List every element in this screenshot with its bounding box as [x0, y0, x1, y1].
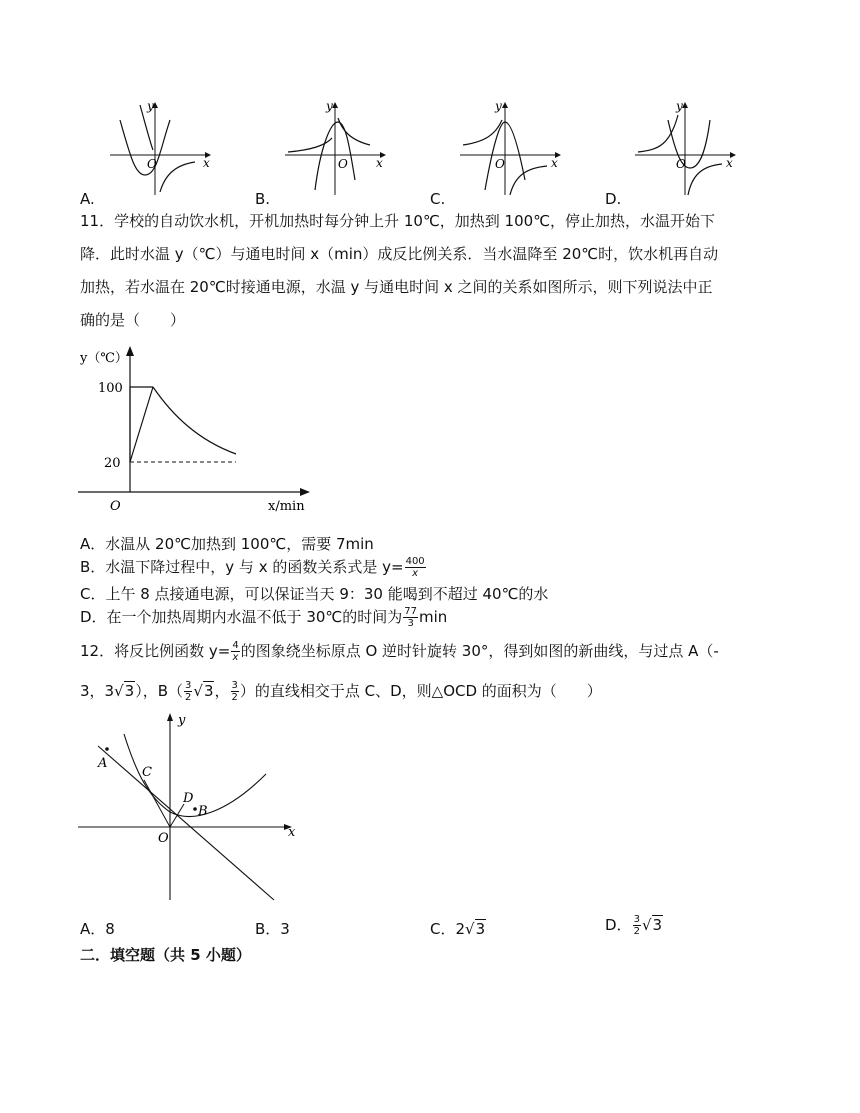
- q11-text-3: 加热，若水温在 20℃时接通电源，水温 y 与通电时间 x 之间的关系如图所示，则下列说法中正: [80, 278, 713, 296]
- q11-tick-100: 100: [98, 381, 123, 396]
- svg-text:y: y: [495, 100, 502, 113]
- svg-text:O: O: [338, 157, 348, 171]
- q12-point-c: C: [142, 765, 152, 780]
- q11-xlabel: x/min: [268, 499, 305, 514]
- q12-option-b[interactable]: B．3: [255, 920, 290, 938]
- svg-text:x: x: [376, 156, 383, 170]
- q10-option-d[interactable]: D.: [605, 190, 622, 208]
- q10-option-a[interactable]: A.: [80, 190, 95, 208]
- q11-option-a[interactable]: A．水温从 20℃加热到 100℃，需要 7min: [80, 535, 374, 553]
- q10-option-c[interactable]: C.: [430, 190, 446, 208]
- svg-text:x: x: [203, 156, 210, 170]
- svg-text:x: x: [551, 156, 558, 170]
- q12-text-2: 3，3√3），B（ $\frac{3}{2}$ √3， $\frac{3}{2}$ ）的直线相交于点 C、D，则△OCD 的面积为（ ）: [80, 680, 602, 703]
- q11-option-d[interactable]: D．在一个加热周期内水温不低于 30℃的时间为 $\frac{77}{3}$ min: [80, 606, 448, 629]
- q12-point-d: D: [183, 791, 194, 806]
- svg-text:y: y: [178, 713, 186, 728]
- q12-text-1: 12．将反比例函数 y= $\frac{4}{x}$ 的图象绕坐标原点 O 逆时针旋转 30°，得到如图的新曲线，与过点 A（-: [80, 640, 719, 663]
- svg-text:O: O: [110, 499, 121, 514]
- svg-text:x: x: [288, 825, 296, 840]
- q12-point-b: B: [198, 804, 208, 819]
- q11-text-2: 降．此时水温 y（℃）与通电时间 x（min）成反比例关系．当水温降至 20℃时，饮水机再自动: [80, 245, 719, 263]
- q12-option-a[interactable]: A．8: [80, 920, 115, 938]
- q11-option-c[interactable]: C．上午 8 点接通电源，可以保证当天 9：30 能喝到不超过 40℃的水: [80, 585, 549, 603]
- section-heading-fill-in: 二．填空题（共 5 小题）: [80, 946, 251, 964]
- svg-text:O: O: [495, 157, 505, 171]
- q11-text-4: 确的是（ ）: [80, 311, 186, 329]
- q11-ylabel: y（℃）: [80, 351, 128, 366]
- q11-tick-20: 20: [104, 456, 121, 471]
- q10-graph-b: [280, 100, 395, 200]
- svg-text:O: O: [158, 831, 169, 846]
- q11-graph: [78, 342, 328, 517]
- q10-graph-c: [455, 100, 570, 200]
- q12-graph: [78, 712, 308, 902]
- svg-text:y: y: [676, 100, 683, 113]
- q12-option-c[interactable]: C．2√3: [430, 920, 486, 938]
- svg-text:O: O: [676, 157, 686, 171]
- q12-option-d[interactable]: D． $\frac{3}{2}$ √3: [605, 914, 663, 937]
- svg-text:y: y: [147, 100, 154, 113]
- q12-point-a: A: [98, 756, 108, 771]
- q10-a-origin: O: [147, 157, 157, 171]
- svg-text:x: x: [726, 156, 733, 170]
- q11-text-1: 11．学校的自动饮水机，开机加热时每分钟上升 10℃，加热到 100℃，停止加热，水温开始下: [80, 212, 716, 230]
- q10-graph-d: [630, 100, 745, 200]
- q10-graph-a: [105, 100, 220, 200]
- q10-option-b[interactable]: B.: [255, 190, 271, 208]
- svg-text:y: y: [326, 100, 333, 113]
- q11-option-b[interactable]: B．水温下降过程中，y 与 x 的函数关系式是 y= $\frac{400}{x}$: [80, 556, 425, 579]
